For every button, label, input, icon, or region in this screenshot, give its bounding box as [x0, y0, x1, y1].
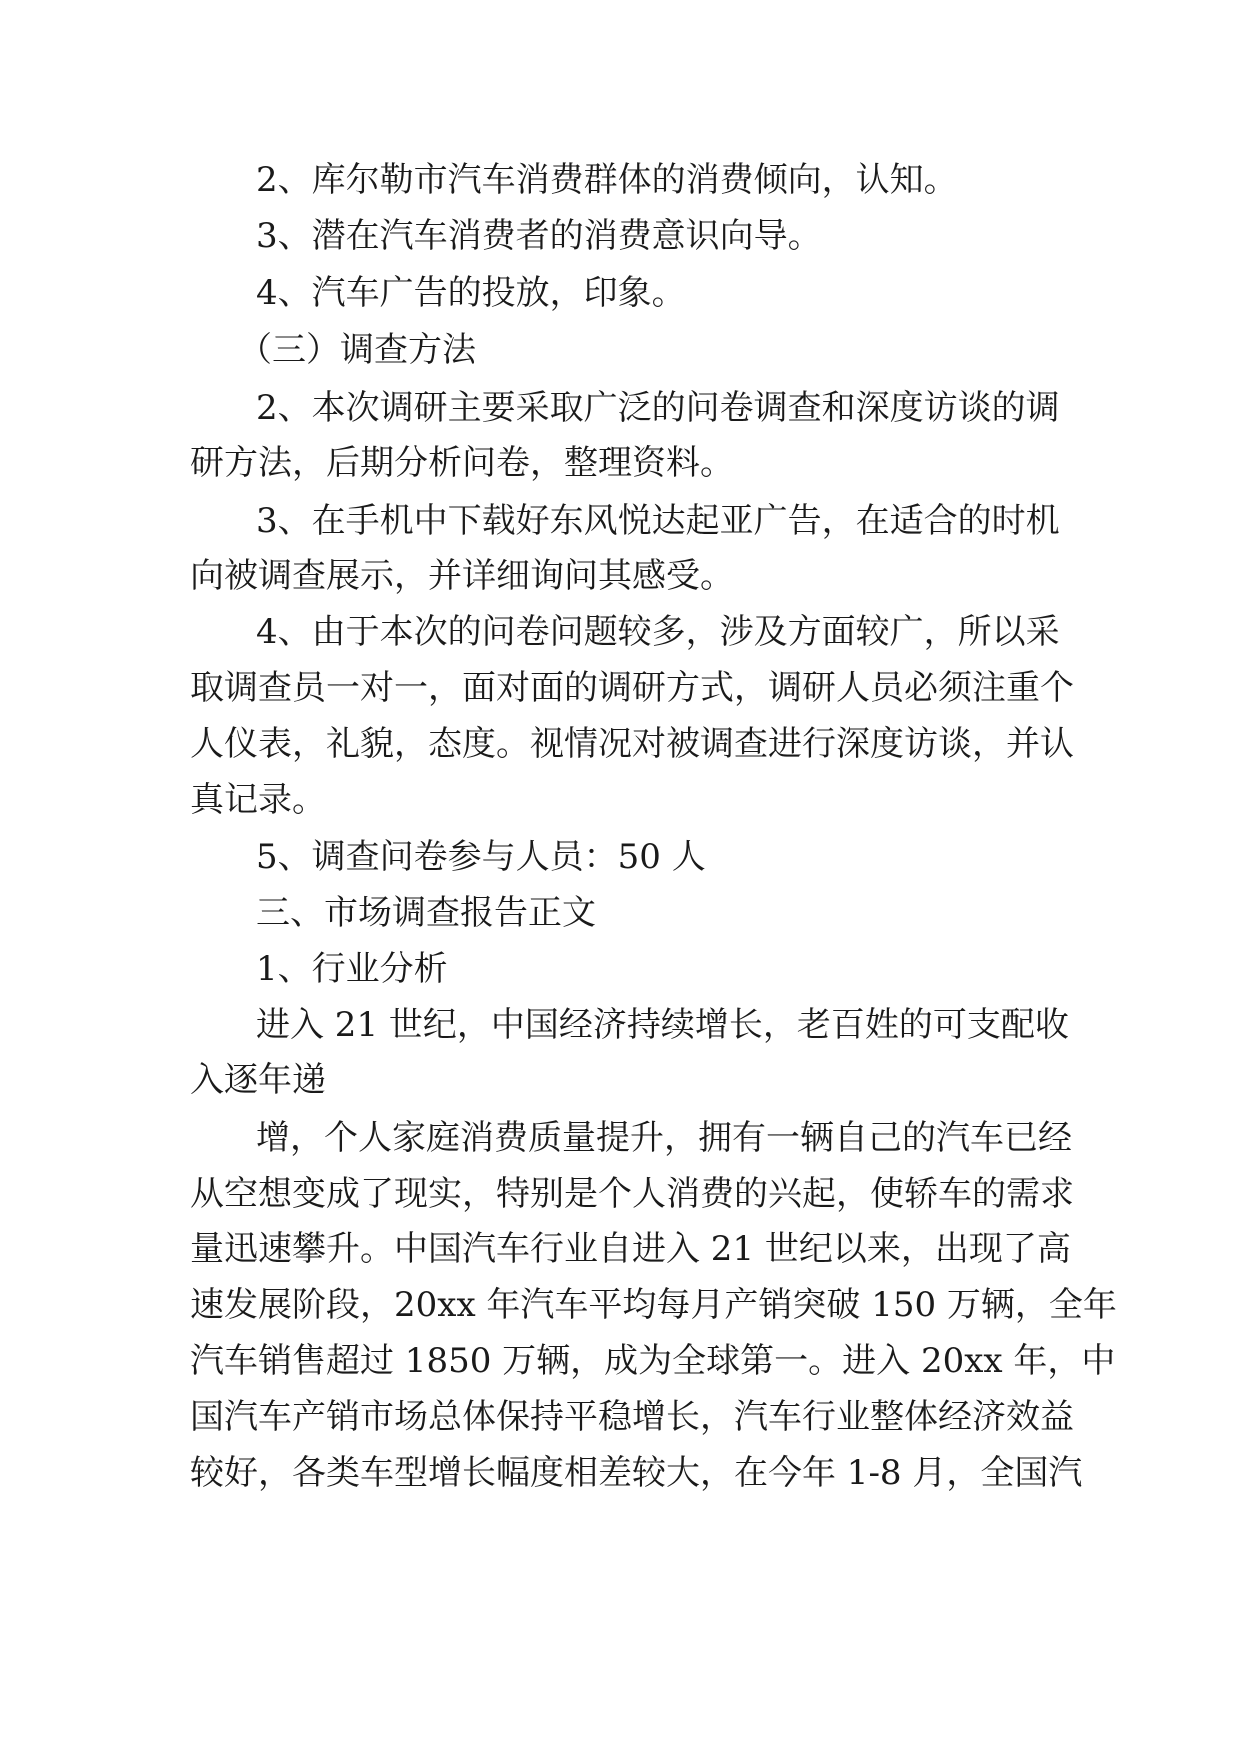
paragraph-line: 进入 21 世纪，中国经济持续增长，老百姓的可支配收: [256, 1005, 1069, 1045]
paragraph-line: 量迅速攀升。中国汽车行业自进入 21 世纪以来，出现了高: [190, 1229, 1071, 1269]
list-item: 5、调查问卷参与人员：50 人: [256, 837, 706, 877]
paragraph-line: 4、由于本次的问卷问题较多，涉及方面较广，所以采: [256, 612, 1060, 652]
list-item: 3、潜在汽车消费者的消费意识向导。: [256, 216, 822, 256]
paragraph-line: 2、本次调研主要采取广泛的问卷调查和深度访谈的调: [256, 388, 1060, 428]
paragraph-line: 增，个人家庭消费质量提升，拥有一辆自己的汽车已经: [256, 1118, 1072, 1158]
subsection-heading: 1、行业分析: [256, 949, 448, 989]
paragraph-line: 真记录。: [190, 780, 326, 820]
paragraph-line: 较好，各类车型增长幅度相差较大，在今年 1-8 月，全国汽: [190, 1453, 1083, 1493]
section-heading: 三、市场调查报告正文: [256, 893, 596, 933]
paragraph-line: 人仪表，礼貌，态度。视情况对被调查进行深度访谈，并认: [190, 724, 1074, 764]
list-item: 4、汽车广告的投放，印象。: [256, 273, 686, 313]
paragraph-line: 从空想变成了现实，特别是个人消费的兴起，使轿车的需求: [190, 1174, 1074, 1214]
paragraph-line: 向被调查展示，并详细询问其感受。: [190, 556, 734, 596]
section-heading: （三）调查方法: [238, 330, 476, 370]
list-item: 2、库尔勒市汽车消费群体的消费倾向，认知。: [256, 160, 958, 200]
paragraph-line: 研方法，后期分析问卷，整理资料。: [190, 443, 734, 483]
paragraph-line: 3、在手机中下载好东风悦达起亚广告，在适合的时机: [256, 501, 1060, 541]
paragraph-line: 入逐年递: [190, 1060, 326, 1100]
paragraph-line: 国汽车产销市场总体保持平稳增长，汽车行业整体经济效益: [190, 1397, 1074, 1437]
paragraph-line: 取调查员一对一，面对面的调研方式，调研人员必须注重个: [190, 668, 1074, 708]
paragraph-line: 汽车销售超过 1850 万辆，成为全球第一。进入 20xx 年，中: [190, 1341, 1116, 1381]
paragraph-line: 速发展阶段，20xx 年汽车平均每月产销突破 150 万辆，全年: [190, 1285, 1117, 1325]
